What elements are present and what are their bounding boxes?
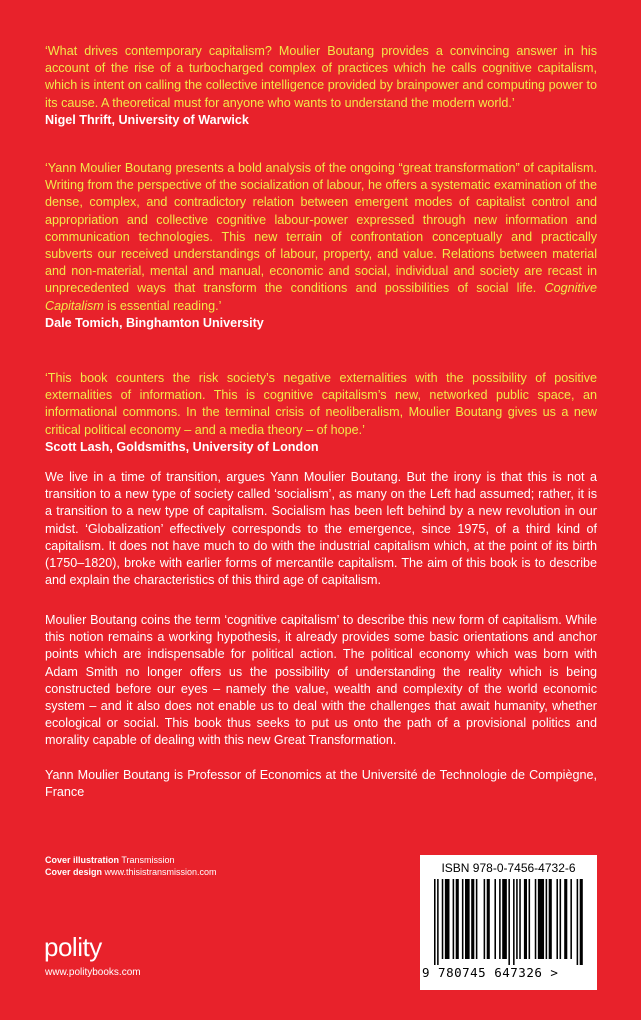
barcode-bar (462, 879, 464, 959)
barcode-bars (428, 879, 589, 965)
barcode-bar (508, 879, 510, 965)
quote-text-part: is essential reading.’ (103, 298, 222, 313)
barcode-bar (442, 879, 444, 959)
barcode-bar (516, 879, 518, 959)
quote-thrift (45, 43, 597, 129)
barcode-bar (529, 879, 531, 959)
isbn-barcode (420, 855, 597, 990)
quote-lash (45, 370, 597, 456)
quote-attribution: Dale Tomich, Binghamton University (45, 315, 264, 330)
barcode-bar (502, 879, 507, 959)
barcode-bar (453, 879, 455, 959)
body-paragraph-intro: We live in a time of transition, argues Yann Moulier Boutang. But the irony is that this is not a transition to a new type of society called ‘socialism’, as many on the Left had assumed; rather, it is a transition to a new type of capitalism. Socialism has been left behind by a new revolution in our midst. ‘Globalization’ effectively corresponds to the emergence, since 1975, of a third kind of capitalism. It does not have much to do with the industrial capitalism which, at the point of its birth (1750–1820), broke with earlier forms of mercantile capitalism. The aim of this book is to describe and explain the characteristics of this third age of capitalism. (45, 470, 597, 588)
barcode-bar (519, 879, 521, 959)
barcode-bar (456, 879, 459, 959)
barcode-bar (434, 879, 436, 965)
barcode-bar (484, 879, 486, 959)
barcode-bar (437, 879, 439, 965)
barcode-bar (524, 879, 527, 959)
barcode-bar (549, 879, 552, 959)
barcode-bar (471, 879, 474, 959)
quote-attribution: Scott Lash, Goldsmiths, University of London (45, 439, 319, 454)
barcode-bar (560, 879, 562, 959)
barcode-bar (445, 879, 450, 959)
book-title-italic: Cognitive Capitalism (45, 281, 597, 313)
barcode-bar (564, 879, 567, 959)
credit-design (45, 866, 217, 878)
barcode-bar (465, 879, 470, 959)
barcode-bar (476, 879, 478, 959)
barcode-digits: 9 780745 647326 > (422, 965, 559, 980)
quote-text: ‘This book counters the risk society’s negative externalities with the possibility of positive externalities of information. This is cognitive capitalism’s new, networked public space, an informational commons. In the terminal crisis of neoliberalism, Moulier Boutang gives us a new critical political economy – and a media theory – of hope.’ (45, 371, 597, 437)
isbn-label: ISBN 978-0-7456-4732-6 (441, 861, 576, 875)
credit-label: Cover design (45, 867, 103, 877)
barcode-bar (513, 879, 515, 965)
barcode-bar (487, 879, 490, 959)
quote-text: ‘What drives contemporary capitalism? Moulier Boutang provides a convincing answer in his account of the rise of a turbocharged complex of practices which he calls cognitive capitalism, which is intent on calling the collective intelligence provided by brainpower and computing power to its cause. A theoretical must for anyone who wants to understand the modern world.’ (45, 44, 597, 110)
credit-value: www.thisistransmission.com (104, 867, 217, 877)
credit-label: Cover illustration (45, 855, 120, 865)
barcode-bar (556, 879, 558, 959)
barcode-bar (570, 879, 572, 959)
polity-logo: polity (44, 932, 102, 962)
barcode-bar (494, 879, 496, 959)
barcode-bar (580, 879, 583, 965)
quote-tomich (45, 160, 597, 332)
barcode-bar (535, 879, 537, 959)
barcode-bar (538, 879, 544, 959)
credit-value: Transmission (121, 855, 175, 865)
barcode-bar (546, 879, 548, 959)
quote-text-part: ‘Yann Moulier Boutang presents a bold analysis of the ongoing “great transformation” of capitalism. Writing from the perspective of the socialization of labour, he offers a systematic examination of the dense, complex, and contradictory relation between emergent modes of capitalist control and appropriation and collective cognitive labour-power expressed through new information and communication technologies. This new terrain of confrontation conceptually and practically subverts our received understandings of labour, property, and value. Relations between material and non-material, mental and manual, economic and social, individual and society are recast in unprecedented ways that transform the conditions and possibilities of social life. (45, 161, 597, 296)
credit-illustration (45, 854, 217, 866)
barcode-bar (499, 879, 501, 959)
body-paragraph-cognitive: Moulier Boutang coins the term ‘cognitive capitalism’ to describe this new form of capitalism. While this notion remains a working hypothesis, it already provides some basic orientations and anchor points which are indispensable for political action. The political economy which was born with Adam Smith no longer offers us the possibility of understanding the reality which is being constructed before our eyes – namely the value, wealth and complexity of the world economic system – and it also does not enable us to deal with the challenges that await humanity, whether ecological or social. This book thus seeks to put us onto the path of a provisional politics and morality capable of dealing with this new Great Transformation. (45, 613, 597, 748)
quote-attribution: Nigel Thrift, University of Warwick (45, 112, 249, 127)
author-bio: Yann Moulier Boutang is Professor of Economics at the Université de Technologie de Compiègne, France (45, 768, 597, 800)
barcode-bar (577, 879, 579, 965)
cover-credits (45, 854, 217, 878)
quote-text (45, 160, 597, 315)
publisher-website: www.politybooks.com (45, 967, 141, 978)
